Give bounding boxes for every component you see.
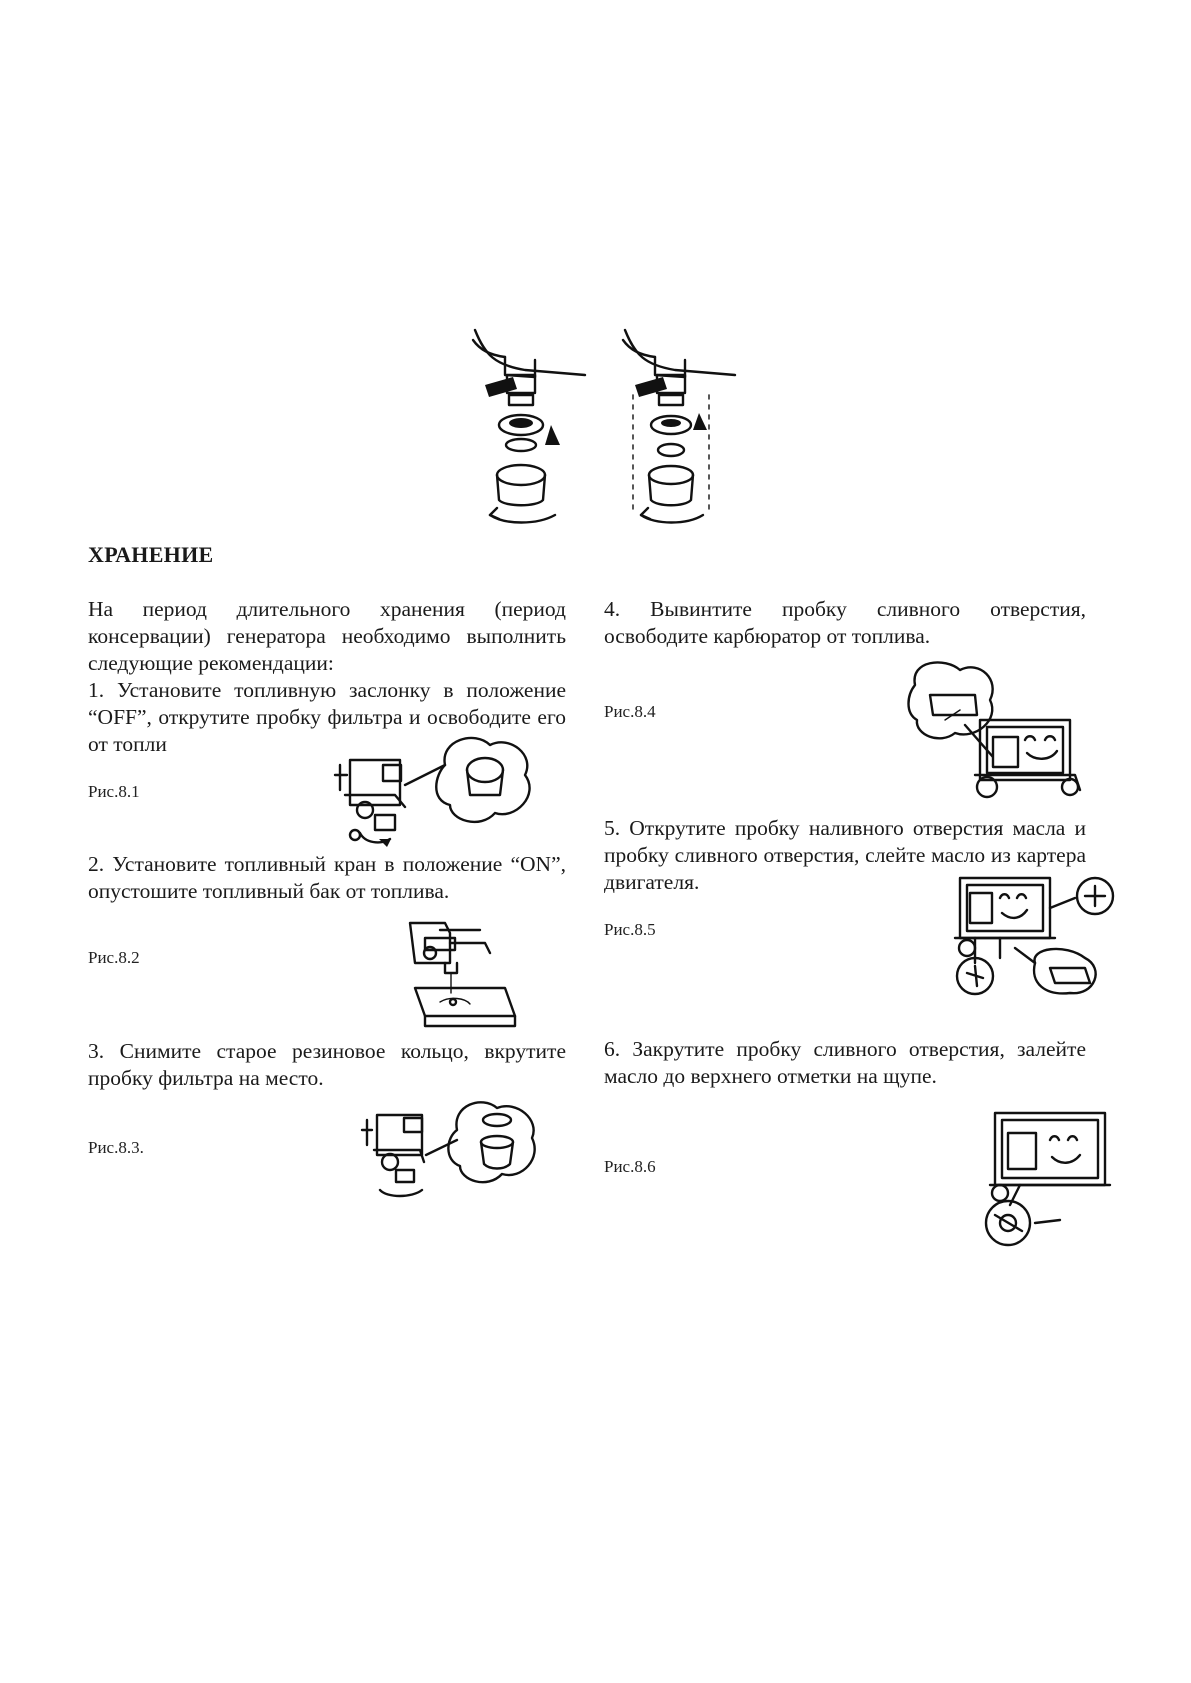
step-4-text: 4. Вывинтите пробку сливного отверстия, освободите карбюратор от топлива. (604, 597, 1086, 648)
section-title: ХРАНЕНИЕ (88, 542, 214, 567)
oil-refill-icon (980, 1105, 1125, 1245)
step-6-text: 6. Закрутите пробку сливного отверстия, залейте масло до верхнего отметки на щупе. (604, 1037, 1086, 1088)
figure-label-8-6: Рис.8.6 (604, 1157, 656, 1176)
figure-label-8-2: Рис.8.2 (88, 948, 140, 967)
step-3-text: 3. Снимите старое резиновое кольцо, вкрутите пробку фильтра на место. (88, 1039, 566, 1090)
step-2-text: 2. Установите топливный кран в положение “ON”, опустошите топливный бак от топлива. (88, 852, 566, 903)
step-1-text: 1. Установите топливную заслонку в положение “OFF”, открутите пробку фильтра и освободите его от топли (88, 678, 566, 756)
fuel-valve-off-icon (335, 735, 535, 845)
figure-label-8-1: Рис.8.1 (88, 782, 140, 801)
fuel-tank-drain-icon (405, 918, 520, 1030)
step-5-text: 5. Открутите пробку наливного отверстия масла и пробку сливного отверстия, слейте масло из картера двигателя. (604, 816, 1086, 894)
engine-oil-drain-icon (955, 868, 1115, 998)
fuel-filter-disassembly-icon (465, 325, 735, 530)
intro-paragraph: На период длительного хранения (период консервации) генератора необходимо выполнить следующие рекомендации: (88, 597, 566, 675)
figure-label-8-3: Рис.8.3. (88, 1138, 144, 1157)
figure-label-8-4: Рис.8.4 (604, 702, 656, 721)
carburetor-drain-icon (905, 665, 1080, 800)
filter-cup-ring-icon (362, 1100, 537, 1200)
figure-label-8-5: Рис.8.5 (604, 920, 656, 939)
